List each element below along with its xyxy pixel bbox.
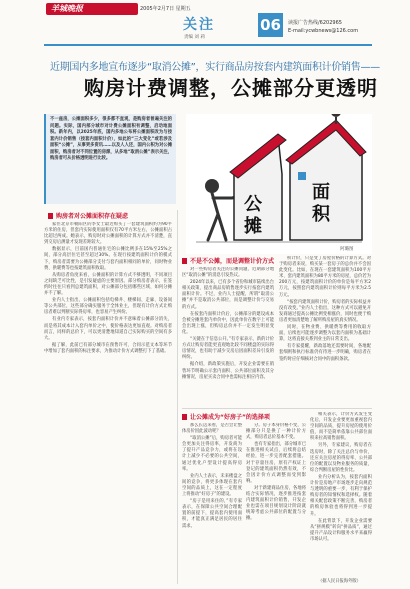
illus-label-left-2: 摊 <box>244 216 262 237</box>
col3-para: 同时，在物业费、供暖费等费用的收取方面，后续也可能逐步调整为以套内面积为基础计算，这将直接关系到业主的日常支出。 <box>279 325 371 343</box>
date-line: 2005年2月7日 星期五 <box>140 6 191 12</box>
col4-para: “取消公摊”后，购房者可能会更加关注得房率，开发商为了提升产品竞争力，或将在设计上减少不必要的公共空间，通过优化户型设计提高得房率。 <box>182 436 242 472</box>
col4-para: “房子是用来住的，”有专家表示，在保障公共空间合理配置的前提下，提高套内使用面积，才能真正满足居民的居住需求。 <box>182 499 242 529</box>
email: E-mail:ycwbnews@126.com <box>288 28 359 34</box>
col1-para: 据了解，此前已有部分城市在预售许可、合同示范文本等环节中增加了套内面积的标注要求，为推动计价方式调整打下了基础。 <box>44 342 172 354</box>
col3-para: 积计价，只是变了房屋价格的计算方式。对于购房者来说，购买某一套房子的总价并不会因此变化。比如，在现在一套建筑面积为100平方米、套内建筑面积为80平方米的房屋，总价若为200万元，按建筑面积计价的单价是每平方米2万元，按照套内建筑面积计价则每平方米为2.5万元。 <box>279 256 371 298</box>
illus-label-left: 公 <box>244 194 262 215</box>
section-divider <box>182 408 372 409</box>
col1-para: 有业内专家表示，按套内面积计价并不意味着公摊部分消失，而是将其成本计入套内单价之中，使价格表达更加直观。对购房者而言，同样的总价下，可以更清楚地知道自己实际购买的空间有多大。 <box>44 317 172 341</box>
column-6 <box>310 412 372 584</box>
col4-para: 那么长远来看，是否会让整体房价因此波动呢？ <box>182 423 242 435</box>
col3-para: 有专家提醒，新政落地还需要时间，各地配套细则和执行标准仍有待进一步明确，购房者在签约时应仔细核对合同中的面积条款。 <box>279 344 371 362</box>
column-4 <box>182 423 242 584</box>
section-name: 关注 <box>183 17 215 33</box>
col1-para: 业内人士指出，公摊面积包括电梯井、楼梯间、走廊、设备间等公共部位，这些部分确实服务于全体业主，但现有计价方式让购房者难以判断实际得房率，也容易产生纠纷。 <box>44 298 172 316</box>
col5-para: 也有专家指出，部分城市已在推进相关试点，后续将总结经验，进一步完善配套措施。对于存量住房，原有产权证上登记的建筑面积仍然有效，不会因计价方式调整而受到影响。 <box>246 442 306 484</box>
illustration-credit: 阿璐图 <box>340 247 354 252</box>
page-header <box>0 0 410 46</box>
col6-para: 在此背景下，开发企业需要从“拼规模”转向“拼品质”，通过提升产品设计和服务水平来赢得市场认可。 <box>310 518 372 542</box>
section-1-title: 购房者对公摊面积存在疑虑 <box>48 211 128 220</box>
intro-text: 不一座房，公摊面积多少，很多都不直观，是购房者普遍关注的问题。实际，国内部分城市对计费公摊面积有调整，启动地面积。新年内，以2025年底，国内多地公布将公摊面积改为与按套内计价销售（按套内面积计价），如此的“三大变化”或若涉及面积“公摊”，从事更多资讯……以及人人还，国内公积为对公摊面积，购房者对不同位置的房源，从多地“取消公摊”表示关注，购房者可从价格透明进行比较。 <box>50 117 172 161</box>
section-3-title: 让公摊成为“好房子”的选择项 <box>182 412 270 421</box>
column-3 <box>279 256 371 405</box>
col1-para: 从购房者角度来看，公摊面积的计算方式不够透明，不同项目之间缺乏可比性，是引发疑虑的主要原因。部分购房者表示，在签约时往往只看到总建筑面积，对公摊部分包括哪些区域、如何分摊并不了解。 <box>44 272 172 297</box>
col4-para: 业内人士表示，未来楼盘之间的竞争，将更多体现在套内空间的品质上，这在一定程度上将推动“好房子”的建设。 <box>182 473 242 498</box>
section-editor: 责编 刘 莉 <box>184 35 205 40</box>
section-2-title: 不是不公摊，而是调整计价方式 <box>182 256 274 265</box>
column-divider <box>177 210 178 584</box>
col5-para: 分。房子本身价格不变，公摊部分只是换了一种计价方式，购房者总价基本不变。 <box>246 423 306 441</box>
intro-box <box>44 114 176 204</box>
page-number: 06 <box>258 13 283 37</box>
article-subhead: 近期国内多地宣布逐步“取消公摊”，实行商品房按套内建筑面积计价销售—— <box>50 62 380 73</box>
illustration <box>186 114 372 254</box>
col2-para: 对一些购房者关注的公摊问题，近期部分地区“取消公摊”的消息引发热议。 <box>182 267 274 279</box>
col1-para: 数据显示，目前国内普通住宅的公摊比例多在15%至25%之间，部分高层住宅甚至超过30%。在现行按建筑面积计价的模式下，购房者需要为公摊部分支付与套内面积相同的单价，同时物业费、供暖费等也按建筑面积收取。 <box>44 247 172 271</box>
hotline: 读报广告热线/6202965 <box>288 20 342 26</box>
masthead-logo <box>46 3 138 15</box>
article-headline: 购房计费调整，公摊部分更透明 <box>84 76 378 100</box>
masthead-text: 羊城晚报 <box>51 4 83 13</box>
col1-para: 家住北京市朝阳区的李女士最近购买了一套建筑面积约为90平方米的住房，但套内实际使用面积仅有70平方米左右，公摊面积占比超过两成。她表示，购房时对公摊面积的计算方式并不清楚，直到交房后测量才发现差距较大。 <box>44 222 172 246</box>
header-rule <box>44 44 372 46</box>
house-illustration <box>186 114 372 254</box>
illus-label-right-2: 积 <box>312 204 330 225</box>
col3-para: “按套内建筑面积计价，购房者的实际权益并没有改变。”业内人士指出，这种方式可以避免开发商通过提高公摊比例变相涨价，同时也便于购房者更加清楚地了解所购房屋的真实情况。 <box>279 299 371 323</box>
col6-para: 另外，专家建议，购房者在选房时，除了关注总价与单价，还应关注房屋的得房率、公共部位的配置以及物业服务的质量，综合判断房屋的性价比。 <box>310 443 372 473</box>
col2-para: 据介绍，新政策实施后，开发企业需要在销售环节明确公示套内面积、公共部位面积及其分摊情况，房屋买卖合同中也需标注相应内容。 <box>182 362 274 380</box>
column-2 <box>182 267 274 405</box>
col2-para: 在按套内面积计价后，公摊部分的建设成本会被分摊进套内单价中，因此单价在数字上可能会出现上涨，但购房总价并不一定发生明显变化。 <box>182 311 274 335</box>
col2-para: “关键在于信息公开。”有专家表示，新的计价方式让购房者能更直观地比较不同楼盘的实际得房情况，也有助于减少交房后因面积差异引发的纠纷。 <box>182 337 274 361</box>
byline: （据人民日报海外版） <box>318 579 361 584</box>
illus-label-right: 面 <box>312 182 330 203</box>
col6-para: 相关表示，计价方式发生变化后，开发企业要更加重视套内空间的品质，提升房屋的使用价值，而不是简单依靠公共部位面积来拉高销售面积。 <box>310 412 372 442</box>
column-1 <box>44 222 172 584</box>
col5-para: 对于新建商品住房，各地将结合实际情况，逐步推进按套内建筑面积计价销售，开发企业也需在项目规划设计阶段就统筹考虑公共部位的配置与分摊。 <box>246 485 306 522</box>
col2-para: 2024年以来，已有多个省份和城市陆续出台相关政策，提出商品房销售逐步实行按套内建筑面积计价。不过，业内人士提醒，所谓“取消公摊”并不是取消公共部位，而是调整计价与交易的方式。 <box>182 280 274 310</box>
column-5 <box>246 423 306 584</box>
col6-para: 业内分析认为，按套内面积计价是房地产市场逐步走向规范与透明的重要一步，有利于保护购房者的知情权和选择权。随着相关配套政策不断完善，购房者的购房体验也将得到进一步提升。 <box>310 474 372 517</box>
